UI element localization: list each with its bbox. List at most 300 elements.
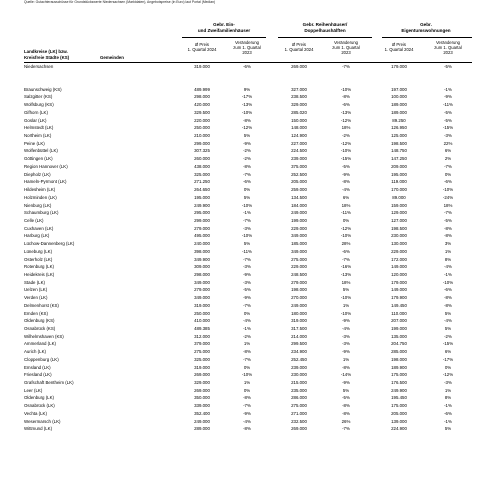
table-row xyxy=(24,302,472,310)
houses-change: -2% xyxy=(243,148,251,154)
apartments-price: 147.250 xyxy=(391,156,407,162)
terraced-price: 238.500 xyxy=(291,94,307,100)
terraced-price: 184.000 xyxy=(291,202,307,208)
table-row xyxy=(24,93,472,101)
terraced-price: 317.500 xyxy=(291,326,307,331)
change-header-line3: 2023 xyxy=(242,49,252,55)
apartments-price: 149.450 xyxy=(391,302,407,308)
table-row xyxy=(24,402,472,410)
region-name: Helmstedt (LK) xyxy=(24,125,54,131)
apartments-change: -1% xyxy=(444,86,452,92)
terraced-change: -10% xyxy=(340,310,352,316)
houses-change: -8% xyxy=(243,426,251,432)
houses-price: 312.000 xyxy=(194,333,210,339)
region-name: Hildesheim (LK) xyxy=(24,187,56,193)
table-row xyxy=(24,124,472,132)
terraced-change: -12% xyxy=(340,117,352,123)
price-header-line1: Ø Preis xyxy=(392,42,406,47)
summary-row xyxy=(24,63,472,71)
apartments-price: 198.500 xyxy=(391,225,407,231)
terraced-price: 269.000 xyxy=(291,426,307,432)
region-name: Osnabrück (LK) xyxy=(24,403,55,409)
apartments-price: 209.000 xyxy=(391,163,407,169)
terraced-price: 150.000 xyxy=(291,117,307,123)
apartments-price: 127.000 xyxy=(391,217,407,223)
terraced-price: 252.450 xyxy=(291,356,307,362)
region-name: Friesland (LK) xyxy=(24,372,52,378)
apartments-change: -6% xyxy=(444,410,452,416)
group-header-houses xyxy=(179,18,269,37)
apartments-change: -17% xyxy=(442,356,454,362)
region-name: Wesermarsch (LK) xyxy=(24,418,61,424)
terraced-change: -9% xyxy=(342,171,350,177)
houses-change: -8% xyxy=(243,117,251,123)
terraced-change: 5% xyxy=(342,287,350,293)
houses-change: 5% xyxy=(243,133,251,139)
group-terraced-line1: Gebr. Reihenhäuser/ xyxy=(302,21,348,27)
houses-price: 299.000 xyxy=(194,217,210,223)
terraced-price: 299.500 xyxy=(291,341,307,347)
houses-price: 279.000 xyxy=(194,287,210,293)
apartments-price: 110.000 xyxy=(391,310,407,316)
table-row xyxy=(24,348,472,356)
table-row xyxy=(24,425,472,433)
table-row xyxy=(24,387,472,395)
region-column-header xyxy=(24,49,69,60)
houses-change: -10% xyxy=(241,202,253,208)
region-name: Hameln-Pyrmont (LK) xyxy=(24,179,67,185)
table-row xyxy=(24,310,472,318)
houses-price: 349.900 xyxy=(194,256,210,262)
apartments-price: 120.000 xyxy=(391,271,407,277)
table-row xyxy=(24,418,472,426)
price-table xyxy=(24,18,472,433)
apartments-price: 199.000 xyxy=(391,326,407,331)
region-name: Leer (LK) xyxy=(24,387,43,393)
terraced-change: -15% xyxy=(340,156,352,162)
region-name: Nienburg (LK) xyxy=(24,202,52,208)
apartments-change: -5% xyxy=(444,64,452,69)
terraced-price: 239.000 xyxy=(291,156,307,162)
region-header-line1: Landkreise (LK) bzw. xyxy=(24,49,68,54)
table-row xyxy=(24,317,472,325)
terraced-price: 349.000 xyxy=(291,233,307,239)
apartments-change: 8% xyxy=(444,395,452,401)
change-header-line1: Veränderung xyxy=(235,39,259,45)
group-header-apartments xyxy=(380,18,472,37)
apartments-price: 207.000 xyxy=(391,318,407,324)
terraced-change: 5% xyxy=(342,387,350,393)
header-group-row xyxy=(24,18,472,38)
houses-change: 1% xyxy=(243,341,251,347)
table-row xyxy=(24,333,472,341)
apartments-price: 179.900 xyxy=(391,295,407,301)
apartments-change: -24% xyxy=(442,194,454,200)
terraced-change: -9% xyxy=(342,349,350,355)
houses-change: -7% xyxy=(243,217,251,223)
terraced-price: 349.000 xyxy=(291,248,307,254)
region-name: Northeim (LK) xyxy=(24,133,52,139)
region-name: Celle (LK) xyxy=(24,217,44,223)
apartments-change: -2% xyxy=(444,333,452,339)
apartments-price: 176.500 xyxy=(391,380,407,386)
apartments-price: 126.950 xyxy=(391,125,407,131)
table-row xyxy=(24,286,472,294)
houses-price: 325.000 xyxy=(194,171,210,177)
houses-change: -7% xyxy=(243,356,251,362)
table-row xyxy=(24,163,472,171)
apartments-price: 119.000 xyxy=(391,179,407,185)
apartments-change: 6% xyxy=(444,148,452,154)
apartments-change: -4% xyxy=(444,318,452,324)
terraced-change: -4% xyxy=(342,187,350,193)
apartments-price: 285.000 xyxy=(391,349,407,355)
region-name: Aurich (LK) xyxy=(24,349,46,355)
terraced-change: -7% xyxy=(342,426,350,432)
apartments-price: 179.000 xyxy=(391,64,407,69)
apartments-change: -15% xyxy=(442,125,454,131)
terraced-price: 229.000 xyxy=(291,264,307,270)
terraced-price: 259.000 xyxy=(291,187,307,193)
price-column-header xyxy=(279,42,319,52)
apartments-price: 189.000 xyxy=(391,109,407,115)
houses-price: 210.000 xyxy=(194,133,210,139)
houses-change: -7% xyxy=(243,171,251,177)
table-row xyxy=(24,256,472,264)
houses-change: -3% xyxy=(243,279,251,285)
table-row xyxy=(24,379,472,387)
price-header-line2: 1. Quartal 2024 xyxy=(187,47,217,52)
terraced-change: -6% xyxy=(342,102,350,108)
table-row xyxy=(24,202,472,210)
apartments-change: -1% xyxy=(444,271,452,277)
terraced-change: -5% xyxy=(342,395,350,401)
region-name: Cloppenburg (LK) xyxy=(24,356,59,362)
terraced-change: -4% xyxy=(342,326,350,331)
houses-change: 9% xyxy=(243,86,251,92)
region-name: Verden (LK) xyxy=(24,295,48,301)
table-row xyxy=(24,240,472,248)
apartments-price: 198.500 xyxy=(391,140,407,146)
terraced-change: -9% xyxy=(342,380,350,386)
apartments-price: 89.000 xyxy=(392,194,406,200)
apartments-change: -12% xyxy=(442,372,454,378)
terraced-change: -7% xyxy=(342,64,350,69)
terraced-price: 270.000 xyxy=(291,295,307,301)
region-name: Peine (LK) xyxy=(24,140,45,146)
apartments-change: -6% xyxy=(444,179,452,185)
houses-price: 298.000 xyxy=(194,271,210,277)
apartments-change: -5% xyxy=(444,217,452,223)
houses-change: 1% xyxy=(243,380,251,386)
houses-price: 298.000 xyxy=(194,94,210,100)
table-row xyxy=(24,155,472,163)
apartments-price: 197.000 xyxy=(391,86,407,92)
group-apartments-line2: Eigentumswohnungen xyxy=(401,27,451,33)
terraced-price: 248.500 xyxy=(291,271,307,277)
houses-change: -13% xyxy=(241,102,253,108)
region-name: Harburg (LK) xyxy=(24,233,50,239)
houses-change: -3% xyxy=(243,264,251,270)
terraced-price: 180.000 xyxy=(291,310,307,316)
terraced-price: 319.000 xyxy=(291,318,307,324)
houses-price: 438.000 xyxy=(194,163,210,169)
houses-price: 269.000 xyxy=(194,372,210,378)
apartments-change: -3% xyxy=(444,133,452,139)
houses-price: 307.325 xyxy=(194,148,210,154)
apartments-change: -7% xyxy=(444,210,452,216)
terraced-change: -13% xyxy=(340,109,352,115)
region-name: Cuxhaven (LK) xyxy=(24,225,54,231)
group-houses-line2: und Zweifamilienhäuser xyxy=(197,27,251,33)
region-name: Lüchow-Dannenberg (LK) xyxy=(24,241,75,247)
terraced-price: 134.500 xyxy=(291,194,307,200)
houses-price: 319.000 xyxy=(194,64,210,69)
terraced-change: -13% xyxy=(340,271,352,277)
region-name: Region Hannover (LK) xyxy=(24,163,68,169)
terraced-price: 375.000 xyxy=(291,163,307,169)
change-column-header xyxy=(324,40,368,55)
table-row xyxy=(24,294,472,302)
houses-change: -9% xyxy=(243,295,251,301)
houses-change: -11% xyxy=(242,248,252,254)
apartments-change: 0% xyxy=(444,171,452,177)
houses-price: 295.000 xyxy=(194,210,210,216)
table-row xyxy=(24,209,472,217)
change-header-line1: Veränderung xyxy=(436,39,460,45)
houses-change: -8% xyxy=(243,163,251,169)
apartments-price: 204.750 xyxy=(391,341,407,347)
apartments-change: -3% xyxy=(444,380,452,386)
apartments-change: -5% xyxy=(444,109,452,115)
terraced-change: -16% xyxy=(340,264,352,270)
apartments-change: 5% xyxy=(444,326,452,331)
terraced-price: 249.000 xyxy=(291,302,307,308)
terraced-price: 275.000 xyxy=(291,403,307,409)
terraced-price: 327.000 xyxy=(291,86,307,92)
region-name: Oldenburg (LK) xyxy=(24,395,55,401)
price-header-line1: Ø Preis xyxy=(195,42,209,47)
houses-price: 349.000 xyxy=(194,279,210,285)
houses-change: -9% xyxy=(243,410,251,416)
apartments-price: 224.900 xyxy=(391,426,407,432)
region-name: Schaumburg (LK) xyxy=(24,210,59,216)
apartments-price: 175.000 xyxy=(391,372,407,378)
change-header-line2: zum 1. Quartal xyxy=(434,44,462,50)
terraced-price: 275.000 xyxy=(291,256,307,262)
apartments-price: 100.000 xyxy=(391,94,407,100)
table-row xyxy=(24,147,472,155)
terraced-change: 18% xyxy=(341,125,351,131)
houses-change: -8% xyxy=(243,349,251,355)
houses-change: -1% xyxy=(243,210,251,216)
apartments-price: 172.000 xyxy=(391,256,407,262)
terraced-change: -8% xyxy=(342,94,350,100)
terraced-price: 239.000 xyxy=(291,364,307,370)
apartments-price: 148.750 xyxy=(391,148,407,154)
region-name: Ammerland (LK) xyxy=(24,341,56,347)
houses-price: 220.000 xyxy=(194,117,210,123)
region-name: Braunschweig (KS) xyxy=(24,86,62,92)
houses-change: -2% xyxy=(243,156,251,162)
table-row xyxy=(24,140,472,148)
houses-change: 5% xyxy=(243,194,251,200)
region-name: Delmenhorst (KS) xyxy=(24,302,59,308)
table-row xyxy=(24,86,472,94)
terraced-price: 249.000 xyxy=(291,210,307,216)
houses-price: 260.000 xyxy=(194,156,210,162)
apartments-change: 22% xyxy=(443,140,453,146)
apartments-change: -5% xyxy=(444,117,452,123)
apartments-price: 130.000 xyxy=(391,241,407,247)
houses-price: 398.000 xyxy=(194,248,210,254)
terraced-price: 224.500 xyxy=(291,148,307,154)
terraced-price: 269.000 xyxy=(291,64,307,69)
houses-change: -8% xyxy=(243,395,251,401)
terraced-change: -7% xyxy=(342,256,350,262)
terraced-price: 230.000 xyxy=(291,372,307,378)
price-column-header xyxy=(182,42,222,52)
terraced-price: 285.020 xyxy=(291,109,307,115)
table-row xyxy=(24,371,472,379)
municipality-column-header: Gemeinden xyxy=(100,54,124,60)
terraced-change: -9% xyxy=(342,318,350,324)
terraced-price: 252.500 xyxy=(291,171,307,177)
group-houses-line1: Gebr. Ein- xyxy=(213,21,235,27)
apartments-price: 129.000 xyxy=(391,210,407,216)
houses-change: -7% xyxy=(243,256,251,262)
table-row xyxy=(24,171,472,179)
terraced-price: 198.000 xyxy=(291,287,307,293)
group-header-terraced xyxy=(276,18,374,37)
houses-price: 195.000 xyxy=(194,194,210,200)
houses-change: 0% xyxy=(243,387,251,393)
price-header-line2: 1. Quartal 2024 xyxy=(284,47,314,52)
terraced-price: 229.000 xyxy=(291,225,307,231)
terraced-price: 329.000 xyxy=(291,102,307,108)
terraced-change: -14% xyxy=(340,372,352,378)
change-header-line3: 2023 xyxy=(341,49,351,55)
region-name: Rotenburg (LK) xyxy=(24,264,55,270)
apartments-change: -11% xyxy=(443,102,453,108)
apartments-price: 125.000 xyxy=(391,133,407,139)
change-header-line1: Veränderung xyxy=(334,39,358,45)
apartments-change: -8% xyxy=(444,295,452,301)
apartments-price: 179.000 xyxy=(391,279,407,285)
houses-price: 349.000 xyxy=(194,295,210,301)
region-name: Wolfenbüttel (LK) xyxy=(24,148,58,154)
houses-price: 269.000 xyxy=(194,387,210,393)
group-terraced-line2: Doppelhaushälften xyxy=(304,27,346,33)
apartments-change: 1% xyxy=(444,387,452,393)
houses-price: 279.000 xyxy=(194,225,210,231)
terraced-price: 235.000 xyxy=(291,387,307,393)
region-name: Uelzen (LK) xyxy=(24,287,48,293)
apartments-change: -7% xyxy=(444,163,452,169)
apartments-price: 195.000 xyxy=(391,171,407,177)
table-body xyxy=(24,62,472,433)
region-name: Göttingen (LK) xyxy=(24,156,53,162)
apartments-change: -10% xyxy=(442,187,454,193)
table-row xyxy=(24,225,472,233)
table-row xyxy=(24,109,472,117)
apartments-change: 5% xyxy=(444,310,452,316)
data-rows xyxy=(24,86,472,433)
apartments-change: -4% xyxy=(444,264,452,270)
terraced-change: -3% xyxy=(342,333,350,339)
table-row xyxy=(24,356,472,364)
region-name: Stade (LK) xyxy=(24,279,45,285)
terraced-change: 26% xyxy=(341,418,351,424)
houses-price: 299.000 xyxy=(194,140,210,146)
terraced-price: 215.000 xyxy=(291,380,307,386)
houses-price: 329.500 xyxy=(194,109,210,115)
apartments-change: -8% xyxy=(444,302,452,308)
change-header-line2: zum 1. Quartal xyxy=(233,44,261,50)
table-row xyxy=(24,117,472,125)
table-row xyxy=(24,340,472,348)
houses-price: 271.250 xyxy=(194,179,210,185)
apartments-price: 205.000 xyxy=(391,410,407,416)
region-name: Salzgitter (KS) xyxy=(24,94,53,100)
houses-price: 249.000 xyxy=(194,418,210,424)
region-name: Goslar (LK) xyxy=(24,117,47,123)
terraced-change: 6% xyxy=(342,194,350,200)
table-row xyxy=(24,132,472,140)
price-column-header xyxy=(379,42,419,52)
terraced-change: -10% xyxy=(340,148,352,154)
terraced-change: 1% xyxy=(342,302,350,308)
terraced-price: 279.000 xyxy=(291,279,307,285)
houses-price: 249.900 xyxy=(194,202,210,208)
houses-change: -9% xyxy=(243,271,251,277)
terraced-change: -10% xyxy=(340,86,352,92)
region-name: Wittmund (LK) xyxy=(24,426,53,432)
houses-change: 5% xyxy=(243,241,251,247)
table-row xyxy=(24,394,472,402)
houses-price: 250.000 xyxy=(194,125,210,131)
terraced-change: 0% xyxy=(342,217,350,223)
houses-price: 319.000 xyxy=(194,302,210,308)
houses-change: -10% xyxy=(241,372,253,378)
houses-change: 0% xyxy=(243,364,251,370)
apartments-price: 149.000 xyxy=(391,287,407,293)
apartments-change: -6% xyxy=(444,287,452,293)
header-column-row xyxy=(24,38,472,62)
terraced-change: 1% xyxy=(342,356,350,362)
houses-change: -17% xyxy=(241,94,253,100)
apartments-change: 3% xyxy=(444,241,452,247)
change-column-header xyxy=(426,40,470,55)
table-row xyxy=(24,232,472,240)
houses-price: 420.000 xyxy=(194,102,210,108)
apartments-price: 195.450 xyxy=(391,395,407,401)
terraced-price: 234.900 xyxy=(291,349,307,355)
price-header-line1: Ø Preis xyxy=(292,42,306,47)
table-row xyxy=(24,263,472,271)
houses-price: 495.000 xyxy=(194,233,210,239)
table-row xyxy=(24,186,472,194)
table-row xyxy=(24,217,472,225)
houses-change: -7% xyxy=(243,302,251,308)
terraced-price: 232.500 xyxy=(291,418,307,424)
terraced-change: -11% xyxy=(341,210,351,216)
houses-price: 264.650 xyxy=(194,187,210,193)
terraced-change: -6% xyxy=(342,248,350,254)
terraced-price: 199.000 xyxy=(291,217,307,223)
terraced-change: 18% xyxy=(341,279,351,285)
region-name: Heidekreis (LK) xyxy=(24,271,55,277)
